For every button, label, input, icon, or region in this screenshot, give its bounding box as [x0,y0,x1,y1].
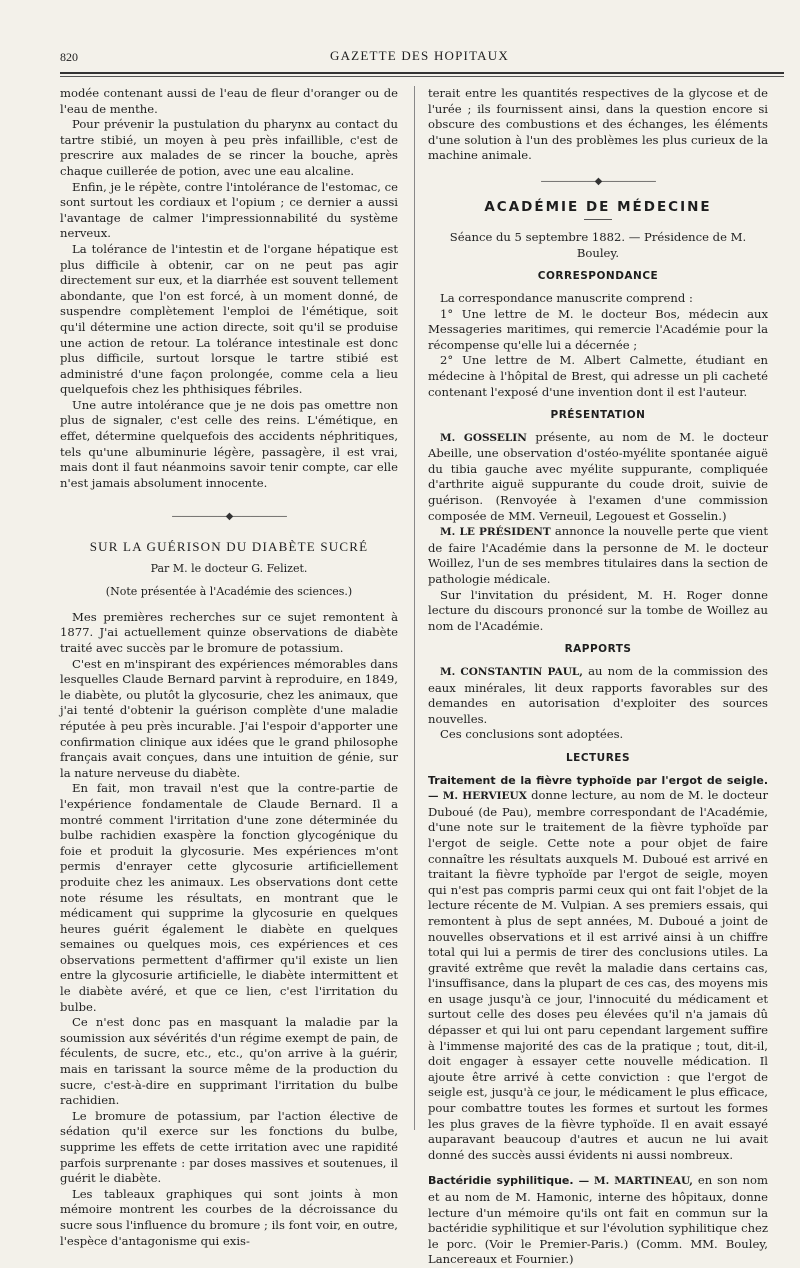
article-note: (Note présentée à l'Académie des sciences.) [105,585,353,599]
paragraph: terait entre les quantités respectives de la glycose et de l'urée ; ils fournissent ainsi, dans la question encore si obscure des combustions et des échanges, les éléments d'une solution à l'un des problèmes les plus curieux de la machine animale. [428,86,768,163]
column-divider [414,86,415,1130]
subheading-lectures: LECTURES [565,751,631,764]
paragraph-text: en son nom et au nom de M. Hamonic, interne des hôpitaux, donne lecture d'un mémoire qu'ils ont fait en commun sur la bactéridie syphilitique et sur l'évolution syphilitique chez le porc. (Voir le Premier-Paris.) (Comm. MM. Bouley, Lancereaux et Fournier.) [428,1173,768,1267]
speaker-name: — M. HERVIEUX [428,790,527,803]
paragraph: Sur l'invitation du président, M. H. Roger donne lecture du discours prononcé sur la tombe de Woillez au nom de l'Académie. [428,587,768,633]
article-title: SUR LA GUÉRISON DU DIABÈTE SUCRÉ [89,539,369,555]
paragraph: Le bromure de potassium, par l'action élective de sédation qu'il exerce sur les fonctions du bulbe, supprime les effets de cette irritation avec une rapidité parfois surprenante : par doses massives et soutenues, il guérit le diabète. [60,1108,398,1186]
paragraph [428,664,768,727]
article-byline: Par M. le docteur G. Felizet. [150,561,308,575]
paragraph [428,773,768,1164]
paragraph-text: annonce la nouvelle perte que vient de faire l'Académie dans la personne de M. le docteur Woillez, l'un de ses membres titulaires dans la section de pathologie médicale. [428,524,768,587]
paragraph: Pour prévenir la pustulation du pharynx au contact du tartre stibié, un moyen à peu près infaillible, c'est de prescrire aux malades de se rincer la bouche, après chaque cuillerée de potion, avec une eau alcaline. [60,117,398,178]
lecture-title: Bactéridie syphilitique. [428,1174,574,1188]
paragraph-text: présente, au nom de M. le docteur Abeille, une observation d'ostéo-myélite spontanée aiguë du tibia gauche avec myélite suppurante, compliquée d'arthrite aiguë suppurante du coude droit, suivie de guérison. (Renvoyée à l'examen d'une commission composée de MM. Verneuil, Legouest et Gosselin.) [428,429,768,523]
paragraph-text: au nom de la commission des eaux minérales, lit deux rapports favorables sur des demandes en autorisation d'exploiter des sources nouvelles. [428,664,768,726]
session-line: Séance du 5 septembre 1882. — Présidence de M. Bouley. [449,230,747,260]
paragraph [428,524,768,587]
speaker-name: M. LE PRÉSIDENT [440,526,551,539]
header-rule-thin [60,76,784,77]
paragraph: Ce n'est donc pas en masquant la maladie par la soumission aux sévérités d'un régime exempt de pain, de féculents, de sucre, etc., etc., qu'on arrive à la guérir, mais en tarissant la source même de la production du sucre, c'est-à-dire en supprimant l'irritation du bulbe rachidien. [60,1015,398,1108]
paragraph: Les tableaux graphiques qui sont joints à mon mémoire montrent les courbes de la décroissance du sucre sous l'influence du bromure ; ils font voir, en outre, l'espèce d'antagonisme qui exis- [60,1186,398,1248]
paragraph: Mes premières recherches sur ce sujet remontent à 1877. J'ai actuellement quinze observations de diabète traité avec succès par le bromure de potassium. [60,609,398,655]
paragraph: En fait, mon travail n'est que la contre-partie de l'expérience fondamentale de Claude Bernard. Il a montré comment l'irritation d'une zone déterminée du bulbe rachidien exaspère la fonction glycogénique du foie et produit la glycosurie. Mes expériences m'ont permis d'enrayer cette glycosurie artificiellement produite chez les animaux. Les observations dont cette note résume les résultats, en montrant que le médicament qui supprime la glycosurie en quelques heures guérit également le diabète en quelques semaines ou quelques mois, ces expériences et ces observations permettent d'affirmer qu'il existe un lien entre la glycosurie artificielle, le diabète intermittent et le diabète avéré, et que ce lien, c'est l'irritation du bulbe. [60,781,398,1014]
spacer [428,1163,768,1173]
left-column [60,86,398,1249]
page-header [0,42,800,72]
section-title: ACADÉMIE DE MÉDECINE [484,198,712,215]
paragraph: Enfin, je le répète, contre l'intolérance de l'estomac, ce sont surtout les cordiaux et l'opium ; ce dernier a aussi l'avantage de calmer l'impressionnabilité du système nerveux. [60,179,398,241]
subheading-correspondance: CORRESPONDANCE [537,270,659,283]
paragraph-text: donne lecture, au nom de M. le docteur Duboué (de Pau), membre correspondant de l'Académie, d'une note sur le traitement de la fièvre typhoïde par l'ergot de seigle. Cette note a pour objet de faire connaître les résultats auxquels M. Duboué est arrivé en traitant la fièvre typhoïde par l'ergot de seigle, moyen qui n'est pas compris parmi ceux qui ont fait l'objet de la lecture récente de M. Vulpian. A ses premiers essais, qui remontent à plus de sept années, M. Duboué a joint de nouvelles observations et il est arrivé ainsi à un chiffre total qui lui a permis de tirer des conclusions utiles. La gravité extrême que revêt la maladie dans certains cas, l'insuffisance, dans la plupart de ces cas, des moyens mis en usage jusqu'à ce jour, l'innocuité du médicament et surtout celle des doses peu élevées qu'il n'a jamais dû dépasser et qui lui ont paru cependant largement suffire à l'immense majorité des cas de la pratique ; tout, dit-il, doit engager à essayer cette nouvelle médication. Il ajoute être arrivé à cette conviction : que l'ergot de seigle est, jusqu'à ce jour, le médicament le plus efficace, pour combattre toutes les formes et surtout les formes les plus graves de la fièvre typhoïde. Il en avait essayé auparavant beaucoup d'autres et aucun ne lui avait donné des succès aussi évidents ni aussi nombreux. [428,788,769,1162]
paragraph [428,1173,768,1268]
header-rule-thick [60,72,784,74]
page-number: 820 [60,50,78,64]
paragraph: La tolérance de l'intestin et de l'organe hépatique est plus difficile à obtenir, car on ne peut pas agir directement sur eux, et la diarrhée est souvent tellement abondante, que l'on est forcé, à un moment donné, de suspendre complètement l'emploi de l'émétique, soit qu'il détermine une action directe, soit qu'il se produise une action de retour. La tolérance intestinale est donc plus difficile, surtout lorsque le tartre stibié est administré d'une façon prolongée, comme cela a lieu quelquefois chez les phthisiques fébriles. [60,241,398,397]
paragraph: 2° Une lettre de M. Albert Calmette, étudiant en médecine à l'hôpital de Brest, qui adresse un pli cacheté contenant l'exposé d'une invention dont il est l'auteur. [428,353,768,399]
speaker-name: M. GOSSELIN [440,431,527,444]
paragraph: Ces conclusions sont adoptées. [440,727,624,742]
paragraph: modée contenant aussi de l'eau de fleur d'oranger ou de l'eau de menthe. [60,86,398,116]
paragraph: 1° Une lettre de M. le docteur Bos, médecin aux Messageries maritimes, qui remercie l'Académie pour la récompense qu'elle lui a décernée ; [428,306,768,352]
subheading-rapports: RAPPORTS [564,643,632,656]
paragraph: La correspondance manuscrite comprend : [440,290,693,305]
speaker-name: — M. MARTINEAU, [578,1175,693,1188]
subheading-presentation: PRÉSENTATION [550,409,646,422]
paragraph: Une autre intolérance que je ne dois pas omettre non plus de signaler, c'est celle des reins. L'émétique, en effet, détermine quelquefois des accidents néphritiques, tels qu'une albuminurie légère, passagère, il est vrai, mais dont il faut néanmoins savoir tenir compte, car elle n'est jamais absolument innocente. [60,397,398,490]
short-rule [584,219,612,220]
section-ornament: ——————◆—————— [171,511,287,523]
lecture-title: Traitement de la fièvre typhoïde par l'ergot de seigle. [428,773,768,787]
paragraph [428,430,768,525]
running-title: GAZETTE DES HOPITAUX [330,48,509,63]
right-column [428,86,768,1268]
speaker-name: M. CONSTANTIN PAUL, [440,666,583,678]
paragraph: C'est en m'inspirant des expériences mémorables dans lesquelles Claude Bernard parvint à reproduire, en 1849, le diabète, ou plutôt la glycosurie, chez les animaux, que j'ai tenté d'obtenir la guérison complète d'une maladie réputée à peu près incurable. J'ai l'espoir d'apporter une confirmation clinique aux idées que le grand philosophe français avait conçues, dans une intuition de génie, sur la nature nerveuse du diabète. [60,656,398,780]
section-ornament: ——————◆—————— [540,175,656,187]
